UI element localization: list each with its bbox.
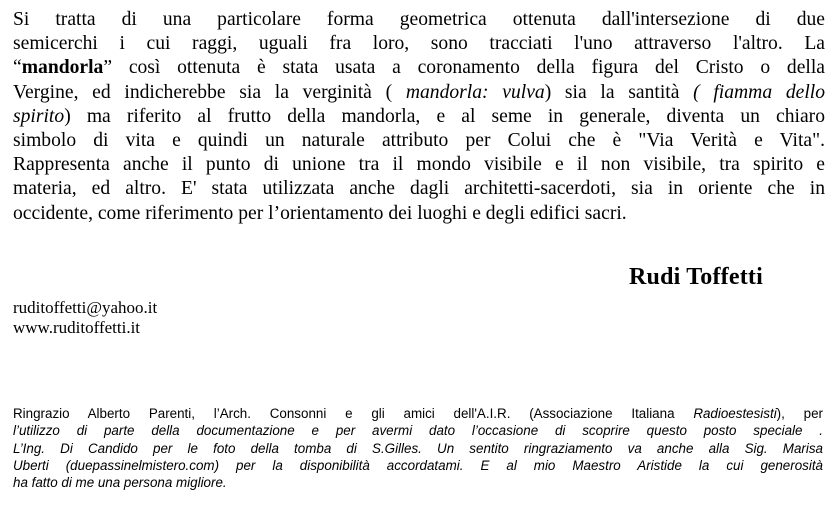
- line-text: Rappresenta anche il punto di unione tra il mondo visibile e il non visibile, tra spirito e: [13, 154, 825, 176]
- line-text: Si tratta di una particolare forma geometrica ottenuta dall'intersezione di due: [13, 9, 825, 30]
- line-text: occidente, come riferimento per l’orientamento dei luoghi e degli edifici sacri.: [13, 202, 627, 224]
- thanks-line-2: l’utilizzo di parte della documentazione e per avermi dato l’occasione di scoprire questo posto speciale .: [13, 423, 823, 439]
- contact-info: [13, 298, 157, 338]
- paragraph-line-7: [13, 153, 825, 177]
- thanks-line-3: L’Ing. Di Candido per le foto della tomba di S.Gilles. Un sentito ringraziamento va anche alla Sig. Marisa: [13, 440, 823, 456]
- acknowledgements: [13, 405, 823, 491]
- line-text: semicerchi i cui raggi, uguali fra loro, sono tracciati l'uno attraverso l'altro. La: [13, 33, 825, 55]
- paragraph-line-8: [13, 177, 825, 201]
- italic-term: ( fiamma dello: [693, 81, 826, 103]
- paragraph-line-2: [13, 32, 825, 56]
- paragraph-line-4: [13, 81, 825, 105]
- line-text: ) sia la santità: [544, 81, 694, 103]
- paragraph-line-9: [13, 202, 825, 226]
- line-text: materia, ed altro. E' stata utilizzata anche dagli architetti-sacerdoti, sia in oriente che in: [13, 178, 825, 200]
- line-text: Vergine, ed indicherebbe sia la verginità (: [13, 81, 406, 103]
- paragraph-line-1: [13, 8, 825, 32]
- thanks-line-4: Uberti (duepassinelmistero.com) per la disponibilità accordatami. E al mio Maestro Aristide la cui generosità: [13, 457, 823, 473]
- italic-term: Radioestesisti: [693, 406, 777, 421]
- main-paragraph: [13, 8, 825, 226]
- line-text: Ringrazio Alberto Parenti, l’Arch. Consonni e gli amici dell'A.I.R. (Associazione Italiana: [13, 406, 694, 421]
- line-text: ) ma riferito al frutto della mandorla, e al seme in generale, diventa un chiaro: [64, 105, 825, 127]
- author-signature: Rudi Toffetti: [629, 264, 763, 290]
- paragraph-line-6: [13, 129, 825, 153]
- paragraph-line-3: [13, 56, 825, 80]
- italic-term: spirito: [13, 105, 65, 127]
- thanks-line-1: [13, 405, 823, 422]
- italic-term: mandorla: vulva: [405, 81, 545, 103]
- website-url: www.ruditoffetti.it: [13, 318, 141, 337]
- line-text: simbolo di vita e quindi un naturale attributo per Colui che è "Via Verità e Vita".: [13, 130, 825, 152]
- line-text: ), per: [776, 406, 823, 421]
- open-quote: “: [13, 57, 22, 79]
- paragraph-line-5: [13, 105, 825, 129]
- mandorla-bold-term: mandorla: [21, 57, 104, 79]
- line-text: ” così ottenuta è stata usata a coronamento della figura del Cristo o della: [103, 57, 825, 79]
- email-address: ruditoffetti@yahoo.it: [13, 298, 158, 317]
- thanks-line-5: ha fatto di me una persona migliore.: [13, 475, 227, 491]
